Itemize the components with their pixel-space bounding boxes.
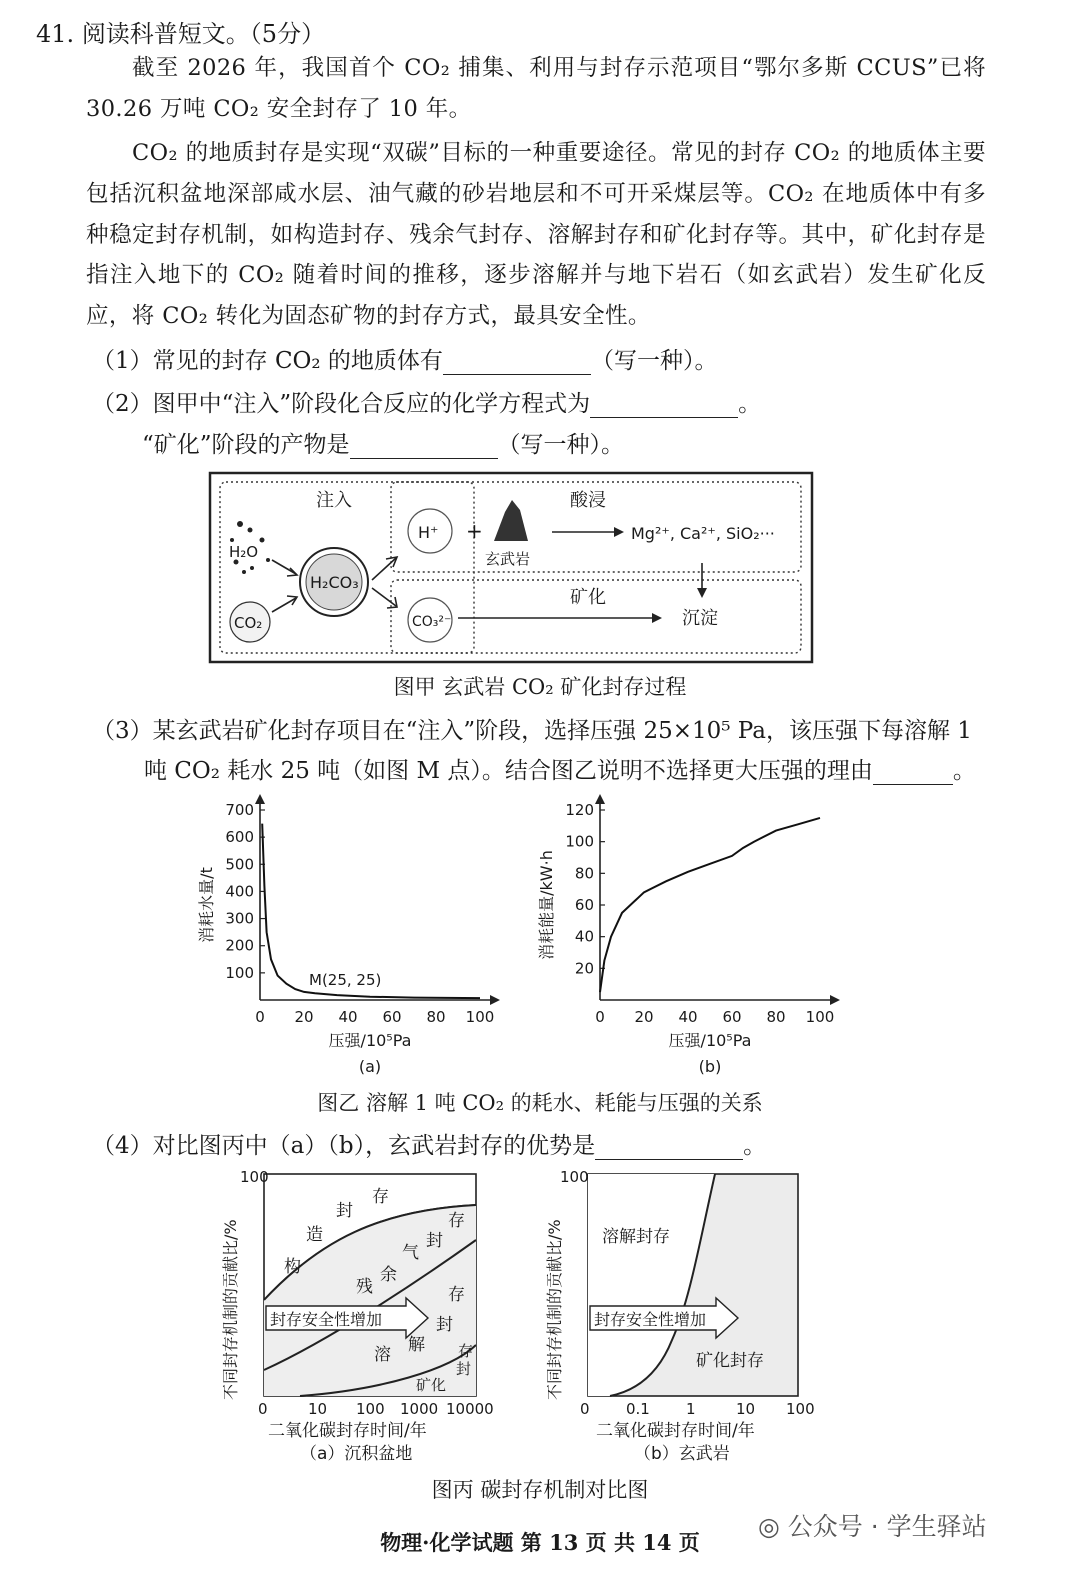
region-a-11: 解 <box>408 1335 425 1355</box>
bing-a-xlabel: 二氧化碳封存时间/年 <box>268 1421 427 1441</box>
bing-b-caption: （b）玄武岩 <box>634 1444 730 1464</box>
q1-text-end: （写一种）。 <box>590 348 718 374</box>
co3-ion-label: CO₃²⁻ <box>412 614 452 630</box>
q2-period: 。 <box>738 391 762 417</box>
chart-a-xtick-label: 100 <box>465 1008 495 1026</box>
wechat-icon: ◎ <box>758 1512 780 1541</box>
region-b-dissolve: 溶解封存 <box>602 1227 670 1247</box>
region-a-3: 封 <box>336 1201 353 1221</box>
q1-text: （1）常见的封存 CO₂ 的地质体有 <box>92 348 443 374</box>
chart-b-ytick-label: 120 <box>565 801 594 819</box>
bing-a-caption: （a）沉积盆地 <box>300 1444 413 1464</box>
chart-a-ytick-label: 300 <box>225 909 254 928</box>
question-title: 阅读科普短文。（5分） <box>81 20 326 48</box>
passage-paragraph-1: 截至 2026 年，我国首个 CO₂ 捕集、利用与封存示范项目“鄂尔多斯 CCUS”已将 30.26 万吨 CO₂ 安全封存了 10 年。 <box>86 55 986 122</box>
bing-b-tick-4: 100 <box>786 1400 815 1418</box>
bing-b-tick-0: 0 <box>580 1400 590 1418</box>
chart-b-panel-label: (b) <box>698 1057 722 1076</box>
q4-end: 。 <box>743 1133 767 1159</box>
chart-b-xtick-label: 0 <box>595 1008 605 1026</box>
chart-b-ytick-label: 60 <box>574 896 594 914</box>
bing-b-ylabel: 不同封存机制的贡献比/% <box>545 1219 564 1400</box>
chart-a-ytick-label: 100 <box>225 963 254 982</box>
chart-a-xtick-label: 0 <box>255 1008 265 1026</box>
passage-paragraph-2: CO₂ 的地质封存是实现“双碳”目标的一种重要途径。常见的封存 CO₂ 的地质体主要包括沉积盆地深部咸水层、油气藏的砂岩地层和不可开采煤层等。CO₂ 在地质体中有多种稳定封存机制，如构造封存、残余气封存、溶解封存和矿化封存等。其中，矿化封存是指注入地下的 CO₂ 随着时间的推移，逐步溶解并与地下岩石（如玄武岩）发生矿化反应，将 CO₂ 转化为固态矿物的封存方式，最具安全性。 <box>86 140 986 330</box>
chart-b-ytick-label: 100 <box>565 832 594 851</box>
chart-a-xtick-label: 80 <box>426 1008 446 1026</box>
chart-a-annotation-m: M(25, 25) <box>309 971 382 990</box>
region-a-6: 余 <box>380 1265 397 1285</box>
figure-bing-b <box>545 1168 815 1464</box>
chart-a-ytick-label: 700 <box>225 801 254 819</box>
chart-a-panel-label: (a) <box>358 1057 382 1076</box>
q2-product-end: （写一种）。 <box>497 432 625 458</box>
region-a-4: 存 <box>372 1187 389 1207</box>
figure-yi-caption: 图乙 溶解 1 吨 CO₂ 的耗水、耗能与压强的关系 <box>317 1091 763 1115</box>
chart-a-xtick-label: 60 <box>382 1008 402 1026</box>
region-a-1: 构 <box>284 1257 301 1277</box>
precip-label: 沉淀 <box>682 608 718 629</box>
bing-b-tick-1: 0.1 <box>626 1400 650 1418</box>
co2-label: CO₂ <box>234 614 263 632</box>
bing-b-ytop: 100 <box>560 1168 589 1186</box>
chart-a-ytick-label: 400 <box>225 882 254 901</box>
figure-bing-caption: 图丙 碳封存机制对比图 <box>431 1478 649 1502</box>
watermark-text: 公众号 · 学生驿站 <box>787 1512 987 1541</box>
question-number: 41. <box>36 20 75 48</box>
label-mineral: 矿化 <box>570 587 606 608</box>
bing-a-tick-0: 0 <box>258 1400 268 1418</box>
bing-b-tick-3: 10 <box>736 1400 756 1418</box>
wechat-watermark <box>758 1507 987 1543</box>
basalt-label: 玄武岩 <box>485 550 531 568</box>
chart-b-xtick-label: 100 <box>805 1008 835 1026</box>
bing-a-tick-3: 1000 <box>400 1400 439 1418</box>
region-a-5: 残 <box>356 1277 373 1297</box>
question-3-line-1: （3）某玄武岩矿化封存项目在“注入”阶段，选择压强 25×10⁵ Pa，该压强下每溶解 1 <box>92 718 972 744</box>
region-a-8: 封 <box>426 1231 443 1251</box>
region-a-14: 矿化 <box>416 1376 447 1394</box>
label-acid: 酸浸 <box>570 490 606 511</box>
chart-b-ytick-label: 20 <box>574 959 594 978</box>
chart-a-xlabel: 压强/10⁵Pa <box>328 1031 412 1050</box>
region-a-15: 存 <box>458 1342 474 1360</box>
region-a-7: 气 <box>402 1243 419 1263</box>
region-a-16: 封 <box>456 1360 472 1378</box>
chart-a-ytick-label: 200 <box>225 936 254 955</box>
chart-a-ytick-label: 600 <box>225 828 254 847</box>
plus-sign: + <box>466 519 483 543</box>
q2-text: （2）图甲中“注入”阶段化合反应的化学方程式为 <box>92 391 591 417</box>
arrow-text-a: 封存安全性增加 <box>270 1310 383 1329</box>
chart-b-xtick-label: 80 <box>766 1008 786 1026</box>
figure-bing-a <box>221 1168 494 1464</box>
bing-b-tick-2: 1 <box>686 1400 696 1418</box>
h2co3-label: H₂CO₃ <box>310 573 359 592</box>
q2-product-text: “矿化”阶段的产物是 <box>142 432 350 458</box>
region-a-2: 造 <box>306 1225 323 1245</box>
h-ion-label: H⁺ <box>418 523 439 542</box>
region-a-13: 存 <box>448 1285 465 1305</box>
region-a-12: 封 <box>436 1315 453 1335</box>
q3-text: 吨 CO₂ 耗水 25 吨（如图 M 点）。结合图乙说明不选择更大压强的理由 <box>144 758 873 784</box>
chart-a-ylabel: 消耗水量/t <box>197 867 216 943</box>
bing-a-tick-4: 10000 <box>446 1400 494 1418</box>
page-footer: 物理·化学试题 第 13 页 共 14 页 <box>380 1530 700 1555</box>
q3-end: 。 <box>952 758 976 784</box>
region-a-10: 溶 <box>374 1345 391 1365</box>
chart-a-xtick-label: 20 <box>294 1008 314 1026</box>
bing-b-xlabel: 二氧化碳封存时间/年 <box>596 1421 755 1441</box>
arrow-text-b: 封存安全性增加 <box>594 1310 707 1329</box>
chart-b-ytick-label: 40 <box>574 927 594 946</box>
region-b-mineral: 矿化封存 <box>696 1351 764 1371</box>
chart-b-ylabel: 消耗能量/kW·h <box>537 850 556 960</box>
region-a-9: 存 <box>448 1211 465 1231</box>
chart-b-xlabel: 压强/10⁵Pa <box>668 1031 752 1050</box>
bing-a-ylabel: 不同封存机制的贡献比/% <box>221 1219 240 1400</box>
chart-b-xtick-label: 20 <box>634 1008 654 1026</box>
chart-a-ytick-label: 500 <box>225 855 254 874</box>
figure-jia-caption: 图甲 玄武岩 CO₂ 矿化封存过程 <box>393 675 687 699</box>
chart-b-xtick-label: 60 <box>722 1008 742 1026</box>
q4-text: （4）对比图丙中（a）（b），玄武岩封存的优势是 <box>92 1133 596 1159</box>
chart-b-xtick-label: 40 <box>678 1008 698 1026</box>
ions-label: Mg²⁺, Ca²⁺, SiO₂··· <box>631 524 775 543</box>
chart-a-xtick-label: 40 <box>338 1008 358 1026</box>
bing-a-tick-1: 10 <box>308 1400 328 1418</box>
bing-a-tick-2: 100 <box>356 1400 385 1418</box>
chart-b-ytick-label: 80 <box>574 864 594 883</box>
bing-a-ytop: 100 <box>240 1168 269 1186</box>
label-inject: 注入 <box>316 490 352 511</box>
h2o-label: H₂O <box>229 543 259 561</box>
